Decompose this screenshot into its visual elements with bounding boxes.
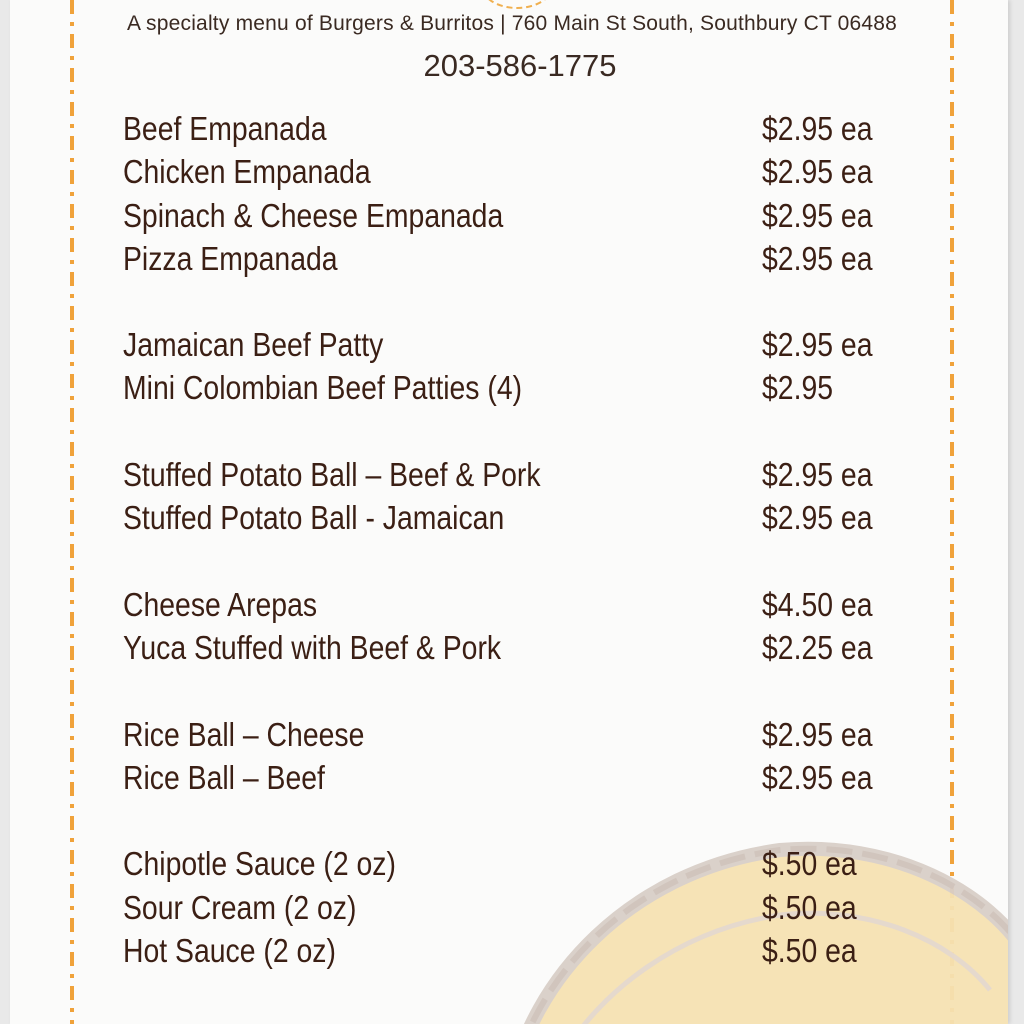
menu-item-name: Sour Cream (2 oz) xyxy=(123,889,357,926)
menu-item-name: Yuca Stuffed with Beef & Pork xyxy=(123,629,502,666)
menu-item xyxy=(10,586,1008,626)
menu-item xyxy=(10,845,1008,885)
menu-item-name: Spinach & Cheese Empanada xyxy=(123,197,504,234)
menu-item-name: Chicken Empanada xyxy=(123,153,371,190)
menu-item xyxy=(10,326,1008,366)
menu-subtitle: A specialty menu of Burgers & Burritos | 760 Main St South, Southbury CT 06488 xyxy=(126,12,898,35)
menu-item xyxy=(10,153,1008,193)
menu-item-price: $4.50 ea xyxy=(762,586,873,623)
menu-item-price: $2.95 ea xyxy=(762,456,873,493)
phone-number: 203-586-1775 xyxy=(423,48,617,83)
menu-item xyxy=(10,240,1008,280)
menu-item-price: $2.95 ea xyxy=(762,110,873,147)
menu-item xyxy=(10,197,1008,237)
menu-item xyxy=(10,110,1008,150)
menu-item-price: $2.95 ea xyxy=(762,326,873,363)
menu-item-price: $2.95 ea xyxy=(762,153,873,190)
menu-item-price: $.50 ea xyxy=(762,932,857,969)
menu-item xyxy=(10,456,1008,496)
menu-item xyxy=(10,369,1008,409)
menu-item xyxy=(10,889,1008,929)
menu-item-name: Rice Ball – Beef xyxy=(123,759,325,796)
menu-item-price: $2.95 ea xyxy=(762,240,873,277)
menu-item-name: Cheese Arepas xyxy=(123,586,318,623)
menu-item xyxy=(10,759,1008,799)
menu-item-price: $2.95 ea xyxy=(762,716,873,753)
menu-item-price: $2.95 ea xyxy=(762,499,873,536)
menu-item-name: Stuffed Potato Ball - Jamaican xyxy=(123,499,505,536)
menu-item-price: $2.95 xyxy=(762,369,834,406)
menu-item-price: $2.95 ea xyxy=(762,759,873,796)
menu-item-name: Rice Ball – Cheese xyxy=(123,716,365,753)
menu-item-name: Hot Sauce (2 oz) xyxy=(123,932,336,969)
menu-page xyxy=(10,0,1008,1024)
menu-item xyxy=(10,716,1008,756)
menu-item-name: Stuffed Potato Ball – Beef & Pork xyxy=(123,456,541,493)
menu-item-name: Pizza Empanada xyxy=(123,240,338,277)
menu-item xyxy=(10,629,1008,669)
menu-item xyxy=(10,932,1008,972)
menu-item-name: Beef Empanada xyxy=(123,110,327,147)
menu-item-price: $2.95 ea xyxy=(762,197,873,234)
menu-item xyxy=(10,499,1008,539)
menu-item-name: Jamaican Beef Patty xyxy=(123,326,384,363)
logo-icon xyxy=(480,0,554,9)
menu-item-price: $.50 ea xyxy=(762,889,857,926)
menu-item-name: Chipotle Sauce (2 oz) xyxy=(123,845,396,882)
menu-item-price: $.50 ea xyxy=(762,845,857,882)
menu-item-price: $2.25 ea xyxy=(762,629,873,666)
menu-item-name: Mini Colombian Beef Patties (4) xyxy=(123,369,523,406)
